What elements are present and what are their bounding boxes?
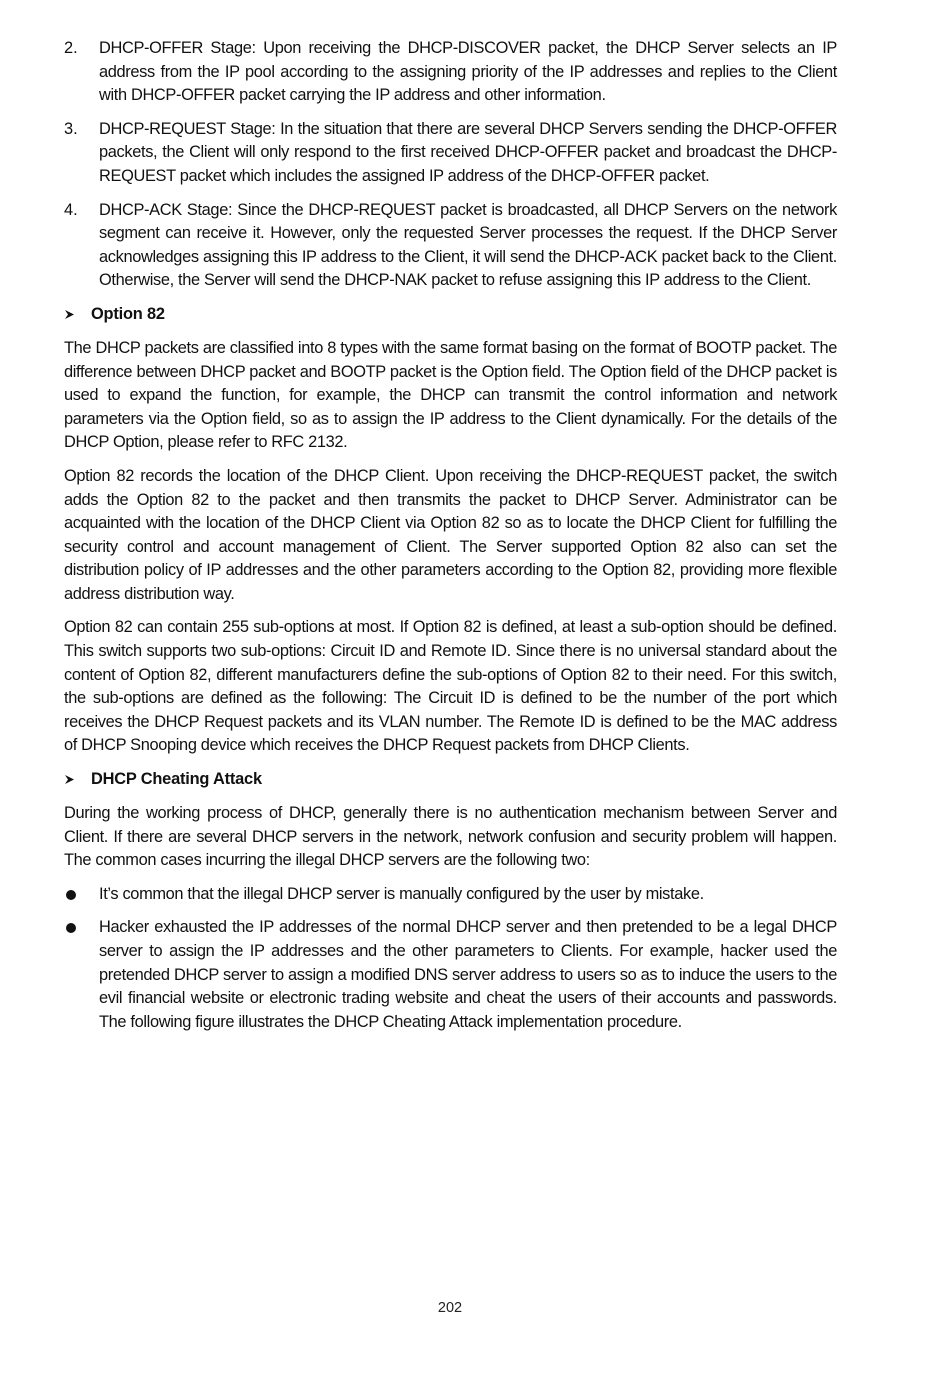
section-heading-option82 — [64, 303, 837, 327]
numbered-step-offer — [64, 37, 837, 108]
document-page — [64, 37, 837, 1044]
step-text: DHCP-REQUEST Stage: In the situation that there are several DHCP Servers sending the DHCP-OFFER packets, the Client will only respond to the first received DHCP-OFFER packet and broadcast the DHCP-REQUEST packet which includes the assigned IP address of the DHCP-OFFER packet. — [99, 119, 837, 185]
option82-paragraph: Option 82 can contain 255 sub-options at most. If Option 82 is defined, at least a sub-option should be defined. This switch supports two sub-options: Circuit ID and Remote ID. Since there is no universal standard about the content of Option 82, different manufacturers define the sub-options of Option 82 to their need. For this switch, the sub-options are defined as the following: The Circuit ID is defined to be the number of the port which receives the DHCP Request packets and its VLAN number. The Remote ID is defined to be the MAC address of DHCP Snooping device which receives the DHCP Request packets from DHCP Clients. — [64, 618, 837, 755]
bullet-text: It’s common that the illegal DHCP server is manually configured by the user by mistake. — [99, 884, 704, 903]
numbered-step-ack — [64, 199, 837, 293]
section-heading-text: DHCP Cheating Attack — [91, 770, 262, 789]
step-number: 3. — [64, 119, 78, 138]
bullet-item — [64, 916, 837, 1034]
page-number: 202 — [437, 1300, 463, 1316]
option82-paragraph: The DHCP packets are classified into 8 types with the same format basing on the format of BOOTP packet. The difference between DHCP packet and BOOTP packet is the Option field. The Option field of the DHCP packet is used to expand the function, for example, the DHCP can transmit the control information and network parameters via the Option field, so as to assign the IP address to the Client dynamically. For the details of the DHCP Option, please refer to RFC 2132. — [64, 338, 837, 452]
arrowhead-bullet-icon — [64, 309, 75, 320]
step-number: 2. — [64, 39, 78, 57]
step-number: 4. — [64, 200, 78, 219]
arrowhead-bullet-icon — [64, 774, 75, 785]
bullet-dot-icon — [66, 890, 76, 900]
cheating-attack-intro: During the working process of DHCP, generally there is no authentication mechanism between Server and Client. If there are several DHCP servers in the network, network confusion and security problem will happen. The common cases incurring the illegal DHCP servers are the following two: — [64, 804, 837, 870]
bullet-text: Hacker exhausted the IP addresses of the normal DHCP server and then pretended to be a legal DHCP server to assign the IP addresses and the other parameters to Clients. For example, hacker used the pretended DHCP server to assign a modified DNS server address to users so as to induce the users to the evil financial website or electronic trading website and cheat the users of their accounts and passwords. The following figure illustrates the DHCP Cheating Attack implementation procedure. — [99, 918, 837, 1031]
option82-paragraph: Option 82 records the location of the DHCP Client. Upon receiving the DHCP-REQUEST packet, the switch adds the Option 82 to the packet and then transmits the packet to DHCP Server. Administrator can be acquainted with the location of the DHCP Client via Option 82 so as to locate the DHCP Client for fulfilling the security control and account management of Client. The Server supported Option 82 also can set the distribution policy of IP addresses and the other parameters according to the Option 82, providing more flexible address distribution way. — [64, 466, 837, 603]
step-text: DHCP-ACK Stage: Since the DHCP-REQUEST packet is broadcasted, all DHCP Servers on the network segment can receive it. However, only the requested Server processes the request. If the DHCP Server acknowledges assigning this IP address to the Client, it will send the DHCP-ACK packet back to the Client. Otherwise, the Server will send the DHCP-NAK packet to refuse assigning this IP address to the Client. — [99, 200, 837, 290]
section-heading-text: Option 82 — [91, 304, 165, 323]
bullet-item — [64, 883, 837, 907]
bullet-dot-icon — [66, 923, 76, 933]
section-heading-cheating-attack — [64, 768, 837, 792]
step-text: DHCP-OFFER Stage: Upon receiving the DHCP-DISCOVER packet, the DHCP Server selects an IP address from the IP pool according to the assigning priority of the IP addresses and replies to the Client with DHCP-OFFER packet carrying the IP address and other information. — [99, 39, 837, 105]
numbered-step-request — [64, 118, 837, 189]
